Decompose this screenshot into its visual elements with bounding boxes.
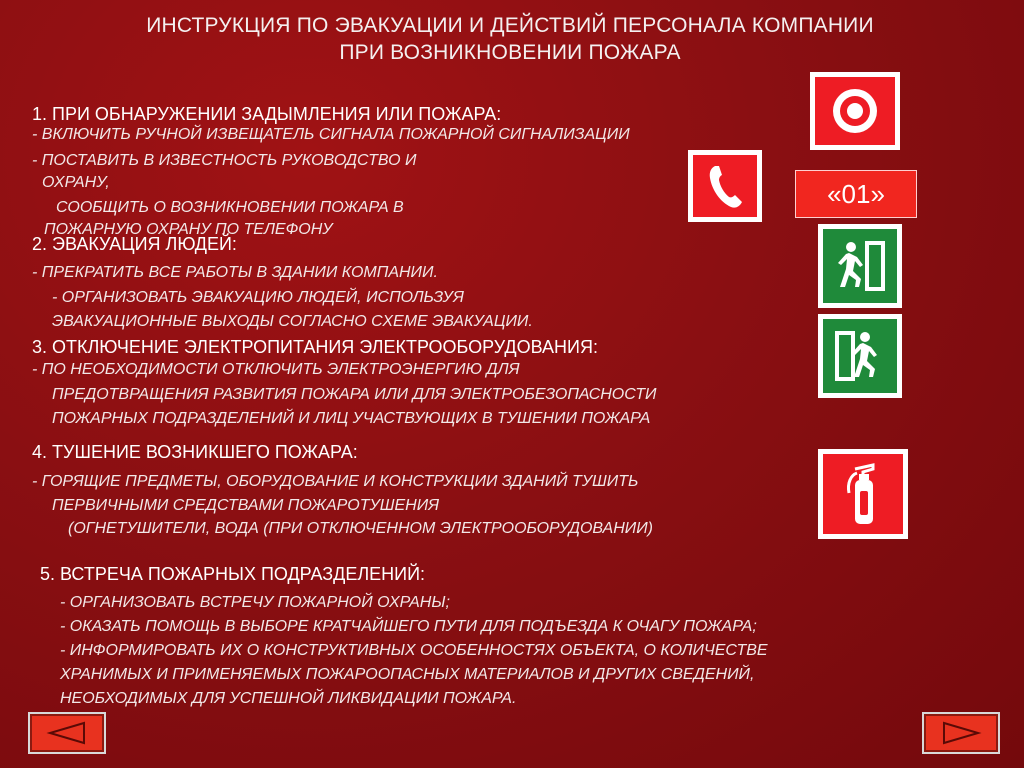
- emergency-exit-icon: [823, 319, 897, 393]
- section-5-line: - ОРГАНИЗОВАТЬ ВСТРЕЧУ ПОЖАРНОЙ ОХРАНЫ;: [60, 594, 450, 611]
- section-1-line: ОХРАНУ,: [42, 174, 110, 191]
- section-5-line: НЕОБХОДИМЫХ ДЛЯ УСПЕШНОЙ ЛИКВИДАЦИИ ПОЖАРА.: [60, 690, 517, 707]
- fire-phone-sign: [688, 150, 762, 222]
- next-slide-button[interactable]: [922, 712, 1000, 754]
- section-2-heading: 2. ЭВАКУАЦИЯ ЛЮДЕЙ:: [32, 234, 237, 254]
- section-3-line: ПРЕДОТВРАЩЕНИЯ РАЗВИТИЯ ПОЖАРА ИЛИ ДЛЯ ЭЛЕКТРОБЕЗОПАСНОСТИ: [52, 386, 657, 403]
- section-1-heading: 1. ПРИ ОБНАРУЖЕНИИ ЗАДЫМЛЕНИЯ ИЛИ ПОЖАРА:: [32, 104, 502, 124]
- section-3-line: - ПО НЕОБХОДИМОСТИ ОТКЛЮЧИТЬ ЭЛЕКТРОЭНЕРГИЮ ДЛЯ: [32, 361, 520, 378]
- arrow-left-icon: [42, 720, 92, 746]
- fire-alarm-sign: [810, 72, 900, 150]
- section-3-line: ПОЖАРНЫХ ПОДРАЗДЕЛЕНИЙ И ЛИЦ УЧАСТВУЮЩИХ В ТУШЕНИИ ПОЖАРА: [52, 410, 651, 427]
- section-5-heading: 5. ВСТРЕЧА ПОЖАРНЫХ ПОДРАЗДЕЛЕНИЙ:: [40, 564, 426, 584]
- section-1-line: - ПОСТАВИТЬ В ИЗВЕСТНОСТЬ РУКОВОДСТВО И: [32, 152, 417, 169]
- page-title: [60, 12, 960, 66]
- section-1-line: ПОЖАРНУЮ ОХРАНУ ПО ТЕЛЕФОНУ: [44, 221, 333, 238]
- section-1-line: СООБЩИТЬ О ВОЗНИКНОВЕНИИ ПОЖАРА В: [56, 199, 404, 216]
- emergency-exit-sign-1: [818, 224, 902, 308]
- arrow-right-icon: [936, 720, 986, 746]
- section-5-line: - ОКАЗАТЬ ПОМОЩЬ В ВЫБОРЕ КРАТЧАЙШЕГО ПУТИ ДЛЯ ПОДЪЕЗДА К ОЧАГУ ПОЖАРА;: [60, 618, 757, 635]
- prev-slide-button[interactable]: [28, 712, 106, 754]
- fire-phone-icon: [693, 155, 757, 217]
- section-3-heading: 3. ОТКЛЮЧЕНИЕ ЭЛЕКТРОПИТАНИЯ ЭЛЕКТРООБОРУДОВАНИЯ:: [32, 337, 598, 357]
- fire-extinguisher-icon: [823, 454, 903, 534]
- section-2-line: ЭВАКУАЦИОННЫЕ ВЫХОДЫ СОГЛАСНО СХЕМЕ ЭВАКУАЦИИ.: [52, 313, 533, 330]
- section-4-line: ПЕРВИЧНЫМИ СРЕДСТВАМИ ПОЖАРОТУШЕНИЯ: [52, 497, 440, 514]
- fire-extinguisher-sign: [818, 449, 908, 539]
- section-4-heading: 4. ТУШЕНИЕ ВОЗНИКШЕГО ПОЖАРА:: [32, 442, 358, 462]
- emergency-exit-icon: [823, 229, 897, 303]
- title-line-1: ИНСТРУКЦИЯ ПО ЭВАКУАЦИИ И ДЕЙСТВИЙ ПЕРСОНАЛА КОМПАНИИ: [146, 14, 874, 37]
- section-2-line: - ПРЕКРАТИТЬ ВСЕ РАБОТЫ В ЗДАНИИ КОМПАНИИ.: [32, 264, 438, 281]
- section-4-line: (ОГНЕТУШИТЕЛИ, ВОДА (ПРИ ОТКЛЮЧЕННОМ ЭЛЕКТРООБОРУДОВАНИИ): [68, 520, 653, 537]
- section-1-line: - ВКЛЮЧИТЬ РУЧНОЙ ИЗВЕЩАТЕЛЬ СИГНАЛА ПОЖАРНОЙ СИГНАЛИЗАЦИИ: [32, 126, 630, 143]
- emergency-number-badge: «01»: [795, 170, 917, 218]
- section-5-line: - ИНФОРМИРОВАТЬ ИХ О КОНСТРУКТИВНЫХ ОСОБЕННОСТЯХ ОБЪЕКТА, О КОЛИЧЕСТВЕ: [60, 642, 768, 659]
- fire-alarm-button-icon: [815, 77, 895, 145]
- section-2-line: - ОРГАНИЗОВАТЬ ЭВАКУАЦИЮ ЛЮДЕЙ, ИСПОЛЬЗУЯ: [52, 289, 464, 306]
- section-4-line: - ГОРЯЩИЕ ПРЕДМЕТЫ, ОБОРУДОВАНИЕ И КОНСТРУКЦИИ ЗДАНИЙ ТУШИТЬ: [32, 473, 639, 490]
- emergency-exit-sign-2: [818, 314, 902, 398]
- title-line-2: ПРИ ВОЗНИКНОВЕНИИ ПОЖАРА: [339, 41, 681, 64]
- section-5-line: ХРАНИМЫХ И ПРИМЕНЯЕМЫХ ПОЖАРООПАСНЫХ МАТЕРИАЛОВ И ДРУГИХ СВЕДЕНИЙ,: [60, 666, 755, 683]
